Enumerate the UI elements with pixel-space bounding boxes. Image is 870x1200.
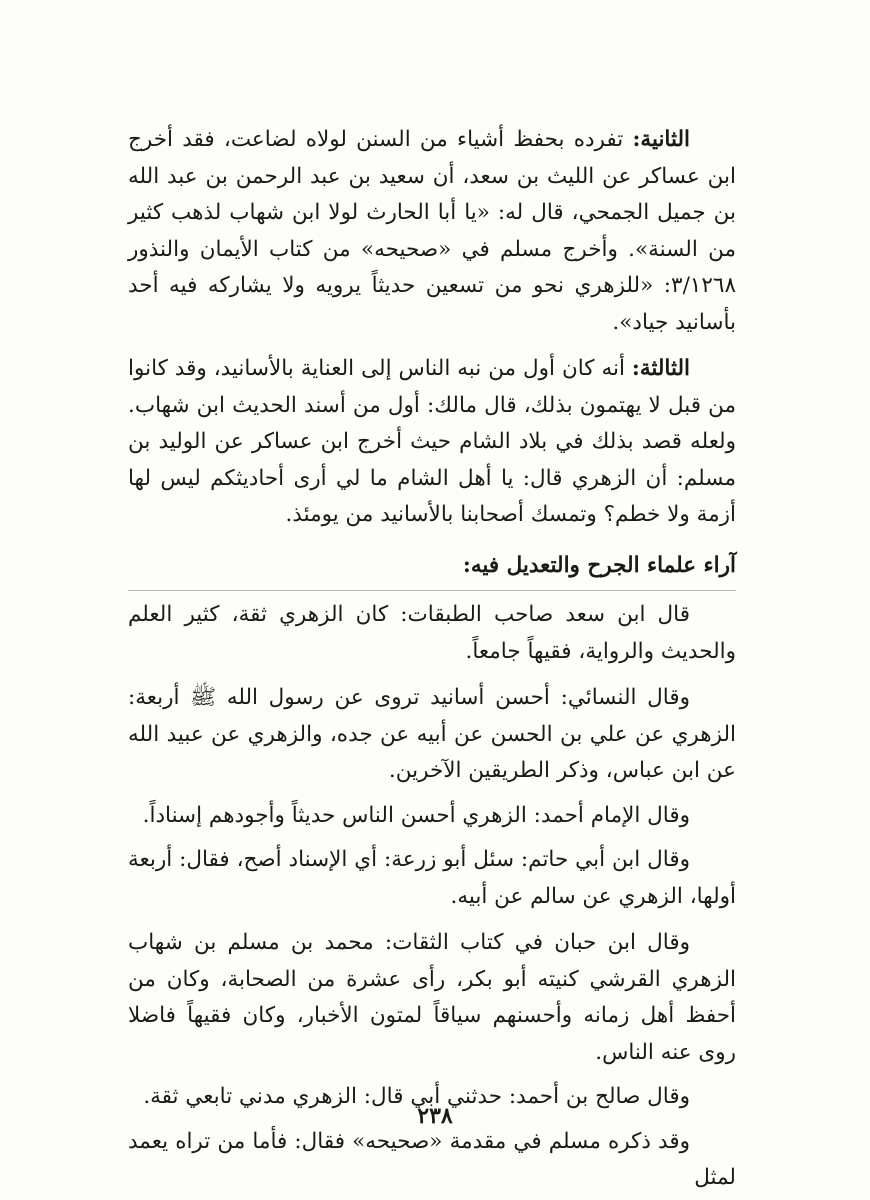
paragraph-lead: الثالثة:: [631, 356, 690, 381]
page-number: ٢٣٨: [417, 1103, 453, 1129]
paragraph-third-merit: [128, 351, 736, 534]
section-heading: آراء علماء الجرح والتعديل فيه:: [462, 552, 736, 578]
paragraph-salih: وقال صالح بن أحمد: حدثني أبي قال: الزهري مدني تابعي ثقة.: [143, 1084, 690, 1109]
paragraph-second-merit: [128, 122, 736, 341]
paragraph-ibn-hibban: وقال ابن حبان في كتاب الثقات: محمد بن مسلم بن شهاب الزهري القرشي كنيته أبو بكر، رأى عشرة من الصحابة، وكان من أحفظ أهل زمانه وأحسنهم سياقاً لمتون الأخبار، وكان فقيهاً فاضلا روى عنه الناس.: [128, 930, 736, 1065]
paragraph-muslim: وقد ذكره مسلم في مقدمة «صحيحه» فقال: فأما من تراه يعمد لمثل: [128, 1128, 736, 1190]
paragraph-ibn-abi-hatim: وقال ابن أبي حاتم: سئل أبو زرعة: أي الإسناد أصح، فقال: أربعة أولها، الزهري عن سالم عن أبيه.: [128, 847, 736, 909]
paragraph-lead: الثانية:: [632, 127, 690, 152]
page-body: [128, 122, 736, 1197]
paragraph-ibn-saad: قال ابن سعد صاحب الطبقات: كان الزهري ثقة، كثير العلم والحديث والرواية، فقيهاً جامعاً.: [128, 602, 736, 664]
paragraph-nasai: وقال النسائي: أحسن أسانيد تروى عن رسول الله ﷺ أربعة: الزهري عن علي بن الحسن عن أبيه عن جده، والزهري عن عبيد الله عن ابن عباس، وذكر الطريقين الآخرين.: [128, 685, 736, 783]
heading-divider: [128, 590, 736, 591]
paragraph-ahmad: وقال الإمام أحمد: الزهري أحسن الناس حديثاً وأجودهم إسناداً.: [142, 802, 690, 828]
paragraph-text: أنه كان أول من نبه الناس إلى العناية بالأسانيد، وقد كانوا من قبل لا يهتمون بذلك، قال مالك: أول من أسند الحديث ابن شهاب. ولعله قصد بذلك في بلاد الشام حيث أخرج ابن عساكر عن الوليد بن مسلم: أن الزهري قال: يا أهل الشام ما لي أرى أحاديثكم ليس لها أزمة ولا خطم؟ وتمسك أصحابنا بالأسانيد من يومئذ.: [128, 356, 736, 527]
paragraph-text: تفرده بحفظ أشياء من السنن لولاه لضاعت، فقد أخرج ابن عساكر عن الليث بن سعد، أن سعيد بن عبد الرحمن بن عبد الله بن جميل الجمحي، قال له: «يا أبا الحارث لولا ابن شهاب لذهب كثير من السنة». وأخرج مسلم في «صحيحه» من كتاب الأيمان والنذور ٣/١٢٦٨: «للزهري نحو من تسعين حديثاً يرويه ولا يشاركه فيه أحد بأسانيد جياد».: [128, 127, 736, 335]
